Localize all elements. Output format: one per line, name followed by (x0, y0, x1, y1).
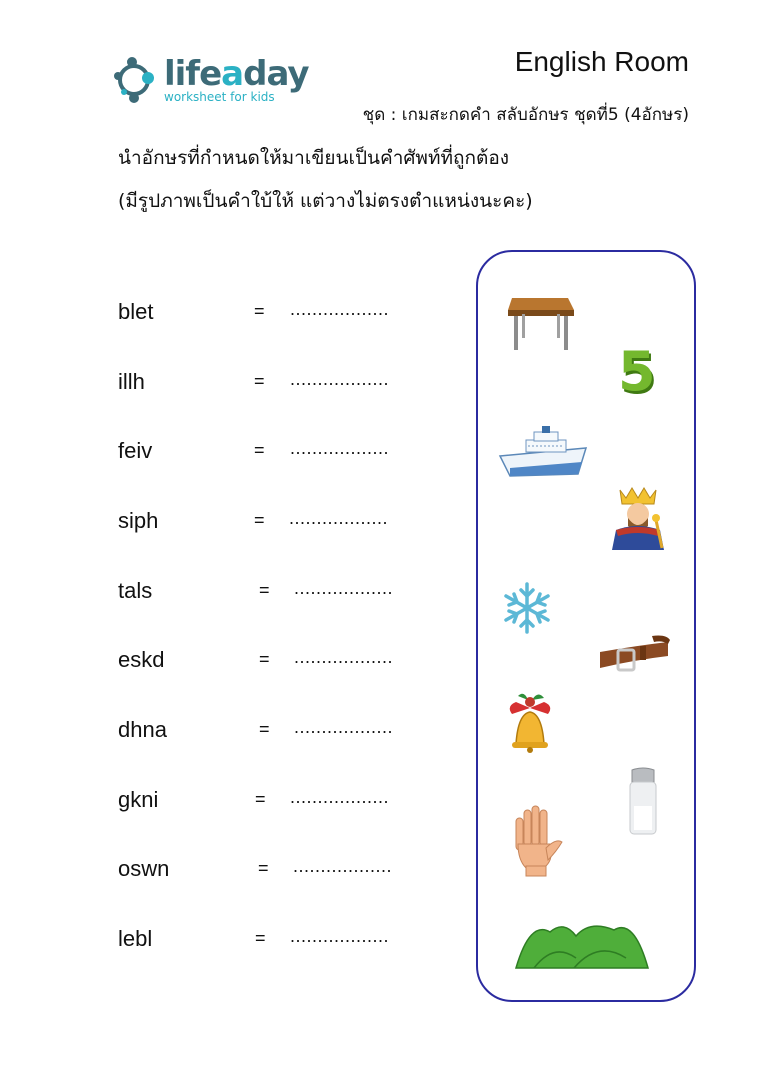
equals-sign: = (254, 301, 265, 321)
equals-sign: = (254, 371, 265, 391)
desk-picture (504, 292, 576, 352)
logo-molecule-icon (112, 54, 160, 106)
equals-sign: = (258, 858, 269, 878)
logo-wordmark: lifeaday (164, 54, 309, 94)
salt-shaker-picture (624, 766, 662, 838)
answer-blank[interactable]: .................. (289, 508, 389, 528)
scrambled-word: dhna (118, 717, 167, 742)
answer-blank[interactable]: .................. (294, 578, 394, 598)
scrambled-word: illh (118, 369, 145, 394)
scrambled-word: lebl (118, 926, 153, 951)
king-picture (606, 486, 670, 552)
snowflake-picture (500, 580, 554, 636)
equals-sign: = (254, 440, 265, 460)
scrambled-word: blet (118, 299, 154, 324)
logo (112, 52, 309, 108)
number-five-picture: 5 (618, 340, 656, 403)
scrambled-word: oswn (118, 856, 170, 881)
scrambled-word: feiv (118, 438, 153, 463)
answer-blank[interactable]: .................. (290, 369, 390, 389)
equals-sign: = (259, 580, 270, 600)
ship-picture (498, 424, 590, 480)
answer-blank[interactable]: .................. (290, 438, 390, 458)
worksheet-subtitle: ชุด : เกมสะกดคำ สลับอักษร ชุดที่5 (4อักษร) (362, 105, 689, 125)
answer-blank[interactable]: .................. (294, 717, 394, 737)
equals-sign: = (255, 789, 266, 809)
scrambled-word: eskd (118, 647, 165, 672)
answer-blank[interactable]: .................. (290, 299, 390, 319)
answer-blank[interactable]: .................. (290, 787, 390, 807)
equals-sign: = (259, 719, 270, 739)
equals-sign: = (259, 649, 270, 669)
scrambled-word: tals (118, 578, 153, 603)
hills-picture (514, 918, 654, 970)
bell-picture (502, 690, 556, 754)
answer-blank[interactable]: .................. (290, 926, 390, 946)
hand-picture (512, 804, 564, 878)
instruction-line-1: นำอักษรที่กำหนดให้มาเขียนเป็นคำศัพท์ที่ถูกต้อง (118, 147, 510, 169)
scrambled-word: siph (118, 508, 159, 533)
page-title: English Room (514, 46, 689, 77)
equals-sign: = (254, 510, 265, 530)
scrambled-word: gkni (118, 787, 159, 812)
answer-blank[interactable]: .................. (293, 856, 393, 876)
belt-picture (596, 630, 672, 680)
instruction-line-2: (มีรูปภาพเป็นคำใบ้ให้ แต่วางไม่ตรงตำแหน่งนะคะ) (118, 190, 533, 212)
equals-sign: = (255, 928, 266, 948)
answer-blank[interactable]: .................. (294, 647, 394, 667)
logo-tagline: worksheet for kids (164, 90, 275, 104)
